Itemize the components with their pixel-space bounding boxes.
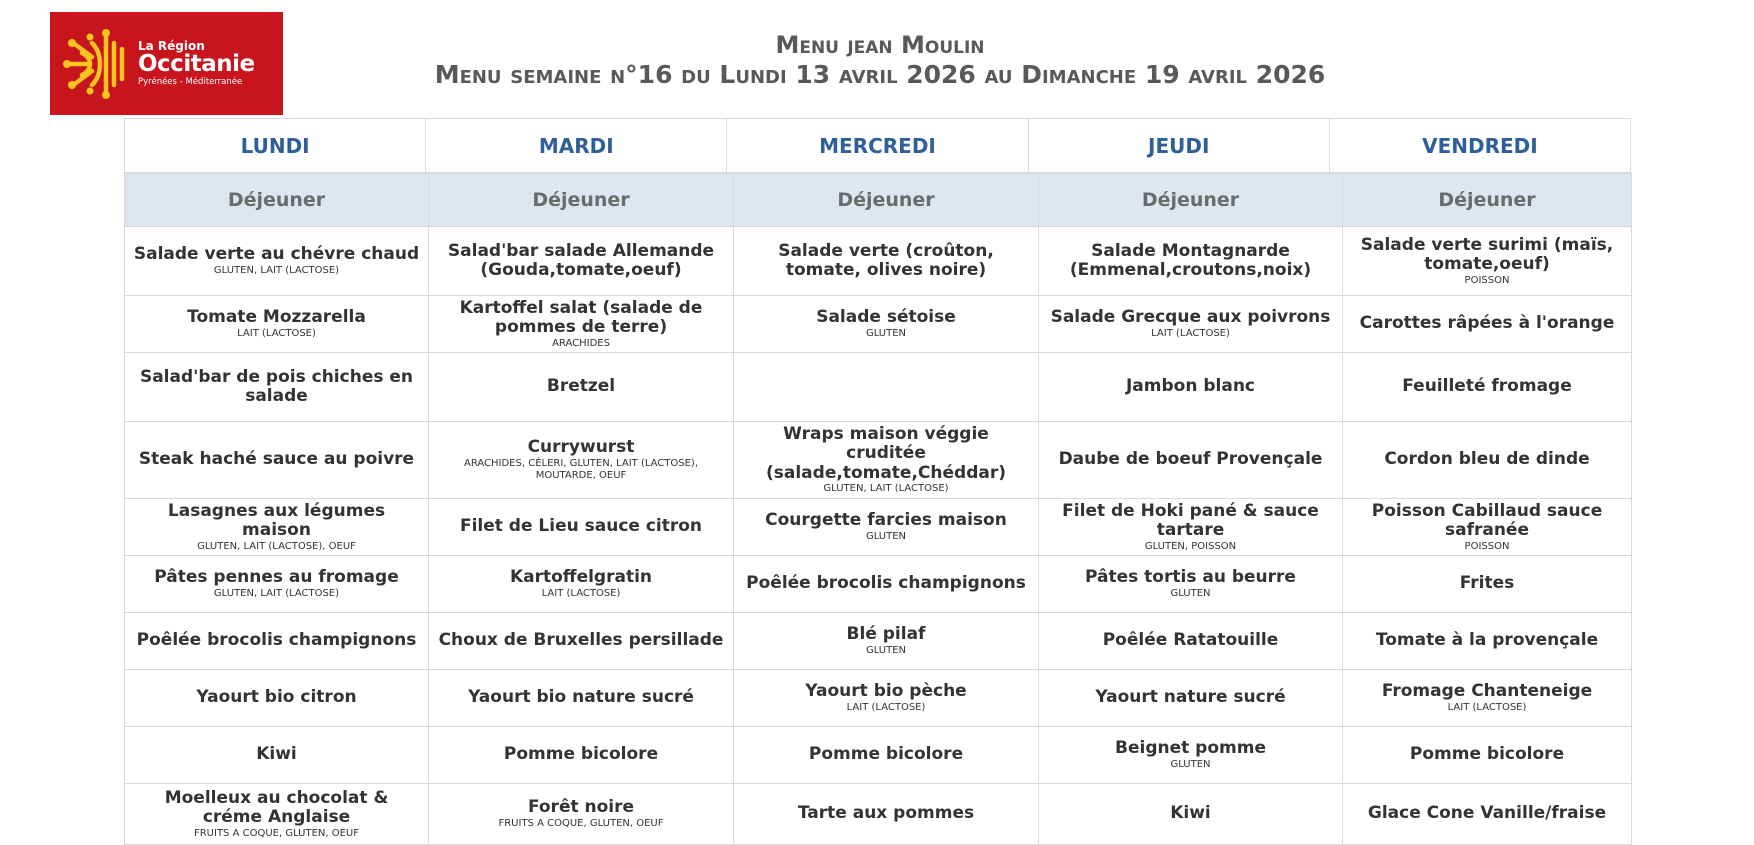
- menu-cell: [1039, 556, 1343, 613]
- dish-name: Currywurst: [527, 437, 635, 458]
- allergen-list: POISSON: [1464, 540, 1510, 552]
- menu-cell: [1343, 670, 1632, 727]
- meal-label: Déjeuner: [429, 174, 734, 227]
- dish-name: Salad'bar de pois chiches en salade: [139, 366, 414, 406]
- menu-table: [124, 173, 1632, 845]
- menu-cell: [1039, 422, 1343, 499]
- allergen-list: GLUTEN, POISSON: [1144, 540, 1237, 552]
- dish-name: Frites: [1459, 573, 1515, 594]
- menu-cell: [1343, 422, 1632, 499]
- meal-label: Déjeuner: [1343, 174, 1632, 227]
- allergen-list: GLUTEN, LAIT (LACTOSE), OEUF: [197, 540, 356, 552]
- dish-name: Tomate Mozzarella: [187, 307, 366, 328]
- menu-cell: [125, 784, 429, 845]
- menu-cell: [1039, 353, 1343, 422]
- allergen-list: GLUTEN, LAIT (LACTOSE): [823, 483, 949, 495]
- dish-name: Steak haché sauce au poivre: [138, 449, 415, 470]
- menu-cell: [125, 727, 429, 784]
- menu-cell: [734, 422, 1039, 499]
- dish-name: Salade verte surimi (maïs, tomate,oeuf): [1360, 234, 1614, 274]
- menu-cell: [734, 227, 1039, 296]
- dish-name: Yaourt bio pèche: [805, 681, 967, 702]
- dish-name: Salade sétoise: [816, 307, 956, 328]
- dish-name: Filet de Hoki pané & sauce tartare: [1062, 500, 1319, 540]
- dish-name: Moelleux au chocolat & créme Anglaise: [164, 787, 389, 827]
- menu-cell: [125, 422, 429, 499]
- allergen-list: LAIT (LACTOSE): [237, 327, 316, 339]
- dish-name: Glace Cone Vanille/fraise: [1367, 803, 1607, 824]
- menu-cell: [1343, 499, 1632, 556]
- logo-line-2: Occitanie: [138, 51, 255, 78]
- dish-name: Pomme bicolore: [503, 744, 659, 765]
- allergen-list: FRUITS A COQUE, GLUTEN, OEUF: [193, 827, 359, 839]
- menu-cell: [734, 499, 1039, 556]
- dish-name: Choux de Bruxelles persillade: [438, 630, 724, 651]
- dish-name: Salade Grecque aux poivrons: [1050, 307, 1331, 328]
- menu-cell: [429, 556, 734, 613]
- menu-row: [125, 422, 1632, 499]
- dish-name: Pomme bicolore: [1409, 744, 1565, 765]
- allergen-list: GLUTEN: [865, 530, 907, 542]
- dish-name: Salade Montagnarde (Emmenal,croutons,noix): [1069, 240, 1312, 280]
- menu-row: [125, 727, 1632, 784]
- menu-title-line-2: Menu semaine n°16 du Lundi 13 avril 2026 au Dimanche 19 avril 2026: [434, 60, 1326, 89]
- menu-cell: [125, 613, 429, 670]
- menu-cell: [429, 613, 734, 670]
- dish-name: Wraps maison véggie cruditée (salade,tomate,Chéddar): [766, 423, 1006, 483]
- allergen-list: GLUTEN: [1170, 758, 1211, 770]
- menu-cell: [734, 296, 1039, 353]
- dish-name: Poêlée brocolis champignons: [136, 630, 417, 651]
- dish-name: Salade verte au chévre chaud: [133, 244, 420, 265]
- dish-name: Tarte aux pommes: [797, 803, 975, 824]
- menu-cell: [1039, 227, 1343, 296]
- menu-cell: [1343, 296, 1632, 353]
- dish-name: Bretzel: [546, 376, 616, 397]
- logo-line-3: Pyrénées - Méditerranée: [138, 77, 243, 88]
- menu-cell: [734, 670, 1039, 727]
- logo-line-1: La Région: [138, 39, 205, 54]
- menu-row: [125, 556, 1632, 613]
- allergen-list: POISSON: [1464, 274, 1510, 286]
- menu-cell: [125, 296, 429, 353]
- dish-name: Cordon bleu de dinde: [1384, 449, 1590, 470]
- menu-cell: [1039, 613, 1343, 670]
- dish-name: Kiwi: [1170, 803, 1211, 824]
- dish-name: Courgette farcies maison: [765, 510, 1007, 531]
- menu-cell: [125, 227, 429, 296]
- menu-cell: [125, 353, 429, 422]
- menu-cell: [429, 727, 734, 784]
- menu-cell: [1039, 727, 1343, 784]
- dish-name: Kartoffelgratin: [509, 567, 653, 588]
- menu-cell: [1039, 499, 1343, 556]
- menu-title: [300, 30, 1460, 90]
- menu-cell: [734, 613, 1039, 670]
- allergen-list: GLUTEN: [865, 644, 907, 656]
- menu-cell: [429, 296, 734, 353]
- day-header-mardi: MARDI: [426, 119, 727, 172]
- dish-name: Yaourt nature sucré: [1095, 687, 1286, 708]
- region-occitanie-logo: [50, 12, 283, 115]
- menu-cell: [429, 353, 734, 422]
- day-header-row: [124, 118, 1631, 173]
- menu-cell: [429, 670, 734, 727]
- menu-cell: [1343, 227, 1632, 296]
- allergen-list: GLUTEN: [865, 327, 907, 339]
- day-header-mercredi: MERCREDI: [727, 119, 1028, 172]
- dish-name: Tomate à la provençale: [1375, 630, 1599, 651]
- meal-label: Déjeuner: [734, 174, 1039, 227]
- menu-cell: [125, 670, 429, 727]
- menu-row: [125, 296, 1632, 353]
- menu-cell: [429, 227, 734, 296]
- dish-name: Feuilleté fromage: [1402, 376, 1572, 397]
- menu-cell: [429, 422, 734, 499]
- dish-name: Fromage Chanteneige: [1381, 681, 1593, 702]
- menu-cell: [1343, 353, 1632, 422]
- menu-cell: [1343, 727, 1632, 784]
- dish-name: Kartoffel salat (salade de pommes de terre): [459, 297, 703, 337]
- day-header-lundi: LUNDI: [125, 119, 426, 172]
- dish-name: Poêlée brocolis champignons: [746, 573, 1026, 594]
- menu-row: [125, 499, 1632, 556]
- meal-row: [125, 174, 1632, 227]
- dish-name: Yaourt bio nature sucré: [468, 687, 694, 708]
- dish-name: Filet de Lieu sauce citron: [459, 516, 703, 537]
- menu-cell: [734, 727, 1039, 784]
- allergen-list: LAIT (LACTOSE): [846, 701, 926, 713]
- allergen-list: ARACHIDES, CÉLERI, GLUTEN, LAIT (LACTOSE), MOUTARDE, OEUF: [463, 457, 699, 481]
- dish-name: Beignet pomme: [1115, 738, 1266, 759]
- allergen-list: GLUTEN, LAIT (LACTOSE): [213, 587, 340, 599]
- menu-cell: [1343, 556, 1632, 613]
- dish-name: Carottes râpées à l'orange: [1359, 313, 1615, 334]
- menu-row: [125, 353, 1632, 422]
- menu-row: [125, 227, 1632, 296]
- menu-cell: [429, 784, 734, 845]
- dish-name: Lasagnes aux légumes maison: [167, 500, 386, 540]
- dish-name: Forêt noire: [527, 797, 635, 818]
- dish-name: Daube de boeuf Provençale: [1058, 449, 1323, 470]
- menu-row: [125, 613, 1632, 670]
- dish-name: Poêlée Ratatouille: [1102, 630, 1279, 651]
- meal-label: Déjeuner: [125, 174, 429, 227]
- dish-name: Poisson Cabillaud sauce safranée: [1371, 500, 1603, 540]
- menu-row: [125, 670, 1632, 727]
- dish-name: Kiwi: [256, 744, 297, 765]
- day-header-vendredi: VENDREDI: [1422, 133, 1538, 158]
- allergen-list: LAIT (LACTOSE): [1447, 701, 1527, 713]
- dish-name: Pomme bicolore: [808, 744, 964, 765]
- allergen-list: GLUTEN: [1170, 587, 1211, 599]
- logo-wordmark: [138, 40, 255, 87]
- menu-cell: [1039, 670, 1343, 727]
- menu-row: [125, 784, 1632, 845]
- allergen-list: LAIT (LACTOSE): [1151, 327, 1230, 339]
- day-header-jeudi: JEUDI: [1029, 119, 1330, 172]
- menu-cell: [1039, 296, 1343, 353]
- dish-name: Pâtes tortis au beurre: [1085, 567, 1296, 588]
- dish-name: Blé pilaf: [846, 624, 926, 645]
- dish-name: Pâtes pennes au fromage: [154, 567, 399, 588]
- dish-name: Salad'bar salade Allemande (Gouda,tomate,oeuf): [447, 240, 715, 280]
- menu-cell: [1343, 613, 1632, 670]
- dish-name: Jambon blanc: [1125, 376, 1256, 397]
- dish-name: Salade verte (croûton, tomate, olives noire): [778, 240, 994, 280]
- menu-cell: [734, 556, 1039, 613]
- allergen-list: ARACHIDES: [552, 337, 610, 349]
- menu-cell: [125, 556, 429, 613]
- allergen-list: FRUITS A COQUE, GLUTEN, OEUF: [498, 817, 664, 829]
- menu-cell: [734, 353, 1039, 422]
- dish-name: Yaourt bio citron: [196, 687, 357, 708]
- menu-cell: [1343, 784, 1632, 845]
- menu-title-line-1: Menu jean Moulin: [775, 31, 985, 59]
- menu-cell: [734, 784, 1039, 845]
- meal-label: Déjeuner: [1039, 174, 1343, 227]
- menu-cell: [429, 499, 734, 556]
- menu-cell: [1039, 784, 1343, 845]
- allergen-list: GLUTEN, LAIT (LACTOSE): [213, 264, 340, 276]
- menu-cell: [125, 499, 429, 556]
- occitan-cross-icon: [62, 23, 134, 105]
- allergen-list: LAIT (LACTOSE): [541, 587, 621, 599]
